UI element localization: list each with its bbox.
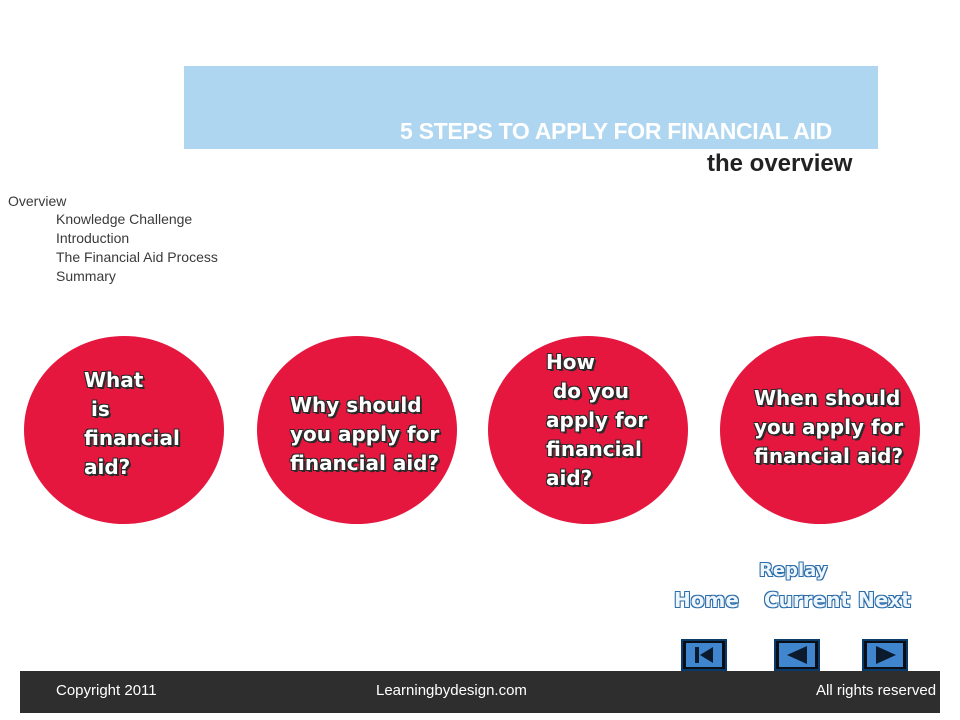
footer-site: Learningbydesign.com: [376, 682, 527, 699]
current-label[interactable]: Current: [764, 588, 851, 612]
topic-label-what: What is financial aid?: [84, 368, 180, 479]
outline-item-introduction[interactable]: Introduction: [56, 230, 130, 246]
home-button[interactable]: [681, 639, 727, 671]
footer-copyright: Copyright 2011: [56, 682, 157, 699]
outline-item-summary[interactable]: Summary: [56, 268, 116, 284]
outline-item-financial-aid-process[interactable]: The Financial Aid Process: [56, 249, 218, 265]
footer-bar: [20, 671, 940, 713]
outline-item-knowledge-challenge[interactable]: Knowledge Challenge: [56, 211, 193, 227]
current-button[interactable]: [774, 639, 820, 671]
home-label[interactable]: Home: [674, 588, 739, 612]
topic-label-why: Why should you apply for financial aid?: [290, 393, 440, 475]
outline-menu: [8, 192, 218, 286]
topic-label-when: When should you apply for financial aid?: [754, 386, 904, 468]
topic-label-how: How do you apply for financial aid?: [546, 350, 648, 490]
replay-label[interactable]: Replay: [759, 560, 828, 581]
outline-item-overview[interactable]: Overview: [8, 193, 67, 209]
footer-rights: All rights reserved: [816, 682, 937, 699]
next-label[interactable]: Next: [858, 588, 911, 612]
next-button[interactable]: [862, 639, 908, 671]
page-subtitle: the overview: [707, 150, 853, 177]
page-title: 5 STEPS TO APPLY FOR FINANCIAL AID: [400, 118, 832, 144]
